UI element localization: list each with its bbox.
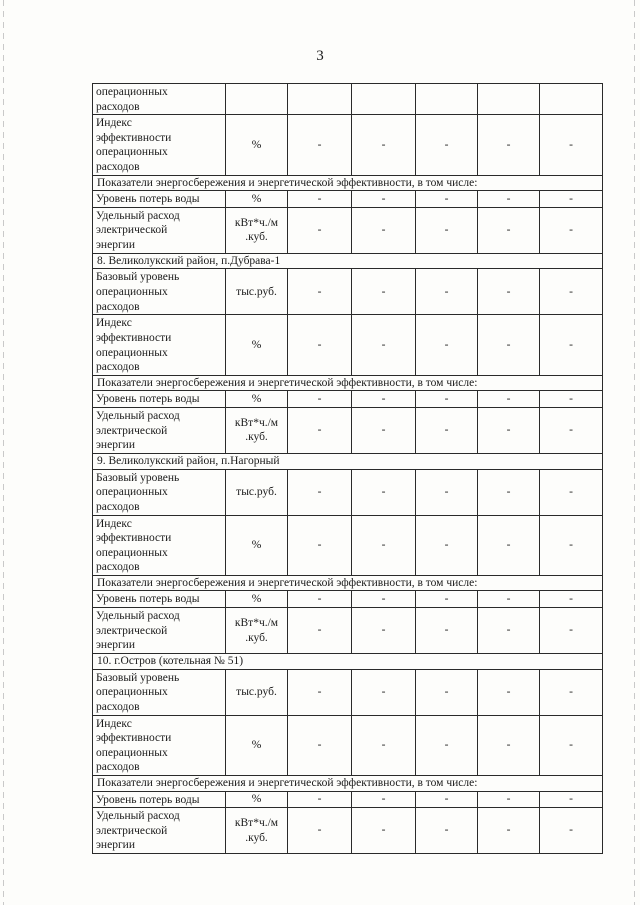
cell-line: эффективности <box>96 331 172 344</box>
section-row <box>93 575 603 591</box>
value-cell: - <box>416 391 478 408</box>
table-row <box>93 207 603 253</box>
table-row <box>93 669 603 715</box>
table-row <box>93 608 603 654</box>
cell-line: расходов <box>96 700 140 713</box>
cell-line: Удельный расход <box>96 810 180 823</box>
indicator-name <box>93 469 226 515</box>
value-cell: - <box>288 808 352 854</box>
section-row <box>93 776 603 792</box>
value-cell: - <box>352 407 416 453</box>
cell-line: кВт*ч./м <box>234 216 279 229</box>
value-cell: - <box>288 608 352 654</box>
value-cell: - <box>288 469 352 515</box>
unit-cell <box>226 407 288 453</box>
cell-line: % <box>251 739 262 752</box>
table-row <box>93 808 603 854</box>
table-row <box>93 269 603 315</box>
cell-line: % <box>251 592 262 605</box>
cell-line: эффективности <box>96 532 172 545</box>
value-cell: - <box>478 407 540 453</box>
value-cell: - <box>352 315 416 375</box>
indicator-name <box>93 207 226 253</box>
section-row <box>93 453 603 469</box>
cell-line: Уровень потерь воды <box>96 593 200 606</box>
value-cell: - <box>540 469 603 515</box>
table-row <box>93 391 603 408</box>
unit-cell <box>226 84 288 115</box>
value-cell: - <box>288 669 352 715</box>
value-cell: - <box>540 669 603 715</box>
value-cell: - <box>416 608 478 654</box>
cell-line: эффективности <box>96 131 172 144</box>
cell-line: Базовый уровень <box>96 271 180 284</box>
unit-cell <box>226 269 288 315</box>
cell-line: кВт*ч./м <box>234 817 279 830</box>
value-cell: - <box>416 591 478 608</box>
cell-line: .куб. <box>245 631 268 644</box>
indicator-name <box>93 591 226 608</box>
value-cell: - <box>288 407 352 453</box>
value-cell: - <box>416 191 478 208</box>
cell-line: Удельный расход <box>96 610 180 623</box>
section-row <box>93 375 603 391</box>
unit-cell <box>226 715 288 775</box>
unit-cell <box>226 591 288 608</box>
cell-line: операционных <box>96 285 168 298</box>
table-row <box>93 515 603 575</box>
section-title: Показатели энергосбережения и энергетической эффективности, в том числе: <box>93 575 603 591</box>
value-cell: - <box>352 669 416 715</box>
table-row <box>93 191 603 208</box>
indicator-name <box>93 191 226 208</box>
cell-line: кВт*ч./м <box>234 616 279 629</box>
cell-line: Индекс <box>96 517 132 530</box>
cell-line: электрической <box>96 424 168 437</box>
value-cell: - <box>478 191 540 208</box>
indicator-name <box>93 269 226 315</box>
value-cell: - <box>478 115 540 175</box>
value-cell: - <box>288 391 352 408</box>
indicators-table <box>92 83 603 854</box>
cell-line: расходов <box>96 561 140 574</box>
cell-line: электрической <box>96 624 168 637</box>
cell-line: Уровень потерь воды <box>96 793 200 806</box>
unit-cell <box>226 608 288 654</box>
value-cell: - <box>540 391 603 408</box>
value-cell: - <box>540 715 603 775</box>
value-cell: - <box>478 591 540 608</box>
value-cell: - <box>540 591 603 608</box>
cell-line: Уровень потерь воды <box>96 393 200 406</box>
table-row <box>93 791 603 808</box>
value-cell: - <box>540 115 603 175</box>
cell-line: Базовый уровень <box>96 471 180 484</box>
value-cell: - <box>478 315 540 375</box>
value-cell: - <box>288 591 352 608</box>
cell-line: Индекс <box>96 117 132 130</box>
unit-cell <box>226 469 288 515</box>
cell-line: тыс.руб. <box>236 685 277 698</box>
indicator-name <box>93 515 226 575</box>
value-cell: - <box>478 608 540 654</box>
value-cell: - <box>416 407 478 453</box>
value-cell: - <box>416 207 478 253</box>
value-cell: - <box>540 608 603 654</box>
indicator-name <box>93 808 226 854</box>
cell-line: расходов <box>96 761 140 774</box>
value-cell <box>478 84 540 115</box>
cell-line: расходов <box>96 100 140 113</box>
cell-line: эффективности <box>96 732 172 745</box>
cell-line: энергии <box>96 639 135 652</box>
value-cell: - <box>352 391 416 408</box>
section-row <box>93 654 603 670</box>
cell-line: Удельный расход <box>96 209 180 222</box>
cell-line: Базовый уровень <box>96 671 180 684</box>
unit-cell <box>226 669 288 715</box>
cell-line: расходов <box>96 160 140 173</box>
table-row <box>93 315 603 375</box>
section-title: 10. г.Остров (котельная № 51) <box>93 654 603 670</box>
page-number: 3 <box>316 48 324 64</box>
value-cell <box>352 84 416 115</box>
section-row <box>93 253 603 269</box>
cell-line: энергии <box>96 439 135 452</box>
value-cell: - <box>540 791 603 808</box>
value-cell: - <box>288 791 352 808</box>
value-cell: - <box>416 469 478 515</box>
value-cell <box>416 84 478 115</box>
cell-line: Удельный расход <box>96 409 180 422</box>
value-cell: - <box>478 715 540 775</box>
value-cell: - <box>540 207 603 253</box>
indicator-name <box>93 315 226 375</box>
indicator-name <box>93 715 226 775</box>
table-body <box>93 84 603 854</box>
cell-line: .куб. <box>245 431 268 444</box>
cell-line: расходов <box>96 500 140 513</box>
value-cell: - <box>478 391 540 408</box>
cell-line: операционных <box>96 686 168 699</box>
table-row <box>93 591 603 608</box>
cell-line: Уровень потерь воды <box>96 193 200 206</box>
value-cell: - <box>352 269 416 315</box>
indicator-name <box>93 791 226 808</box>
cell-line: расходов <box>96 300 140 313</box>
section-title: Показатели энергосбережения и энергетической эффективности, в том числе: <box>93 776 603 792</box>
cell-line: .куб. <box>245 831 268 844</box>
table-row <box>93 115 603 175</box>
value-cell: - <box>416 808 478 854</box>
indicator-name <box>93 84 226 115</box>
value-cell: - <box>540 315 603 375</box>
cell-line: % <box>251 538 262 551</box>
indicator-name <box>93 407 226 453</box>
unit-cell <box>226 791 288 808</box>
unit-cell <box>226 315 288 375</box>
value-cell: - <box>416 715 478 775</box>
unit-cell <box>226 115 288 175</box>
cell-line: .куб. <box>245 231 268 244</box>
section-row <box>93 175 603 191</box>
indicator-name <box>93 115 226 175</box>
value-cell: - <box>416 791 478 808</box>
unit-cell <box>226 191 288 208</box>
value-cell: - <box>416 515 478 575</box>
unit-cell <box>226 207 288 253</box>
value-cell: - <box>288 191 352 208</box>
value-cell: - <box>288 207 352 253</box>
table-row <box>93 84 603 115</box>
unit-cell <box>226 515 288 575</box>
section-title: Показатели энергосбережения и энергетической эффективности, в том числе: <box>93 175 603 191</box>
section-title: 8. Великолукский район, п.Дубрава-1 <box>93 253 603 269</box>
section-title: 9. Великолукский район, п.Нагорный <box>93 453 603 469</box>
value-cell: - <box>288 715 352 775</box>
value-cell: - <box>478 791 540 808</box>
table-row <box>93 407 603 453</box>
cell-line: операционных <box>96 486 168 499</box>
cell-line: % <box>251 793 262 806</box>
cell-line: энергии <box>96 238 135 251</box>
value-cell: - <box>288 515 352 575</box>
value-cell: - <box>288 269 352 315</box>
value-cell: - <box>416 315 478 375</box>
value-cell: - <box>540 191 603 208</box>
value-cell: - <box>540 407 603 453</box>
value-cell: - <box>352 608 416 654</box>
value-cell: - <box>478 207 540 253</box>
cell-line: кВт*ч./м <box>234 416 279 429</box>
value-cell: - <box>478 469 540 515</box>
cell-line: тыс.руб. <box>236 285 277 298</box>
value-cell: - <box>352 515 416 575</box>
value-cell: - <box>540 269 603 315</box>
cell-line: энергии <box>96 839 135 852</box>
cell-line: Индекс <box>96 717 132 730</box>
value-cell: - <box>352 591 416 608</box>
value-cell: - <box>352 791 416 808</box>
cell-line: операционных <box>96 86 168 98</box>
value-cell: - <box>352 808 416 854</box>
value-cell <box>288 84 352 115</box>
cell-line: % <box>251 338 262 351</box>
value-cell: - <box>288 115 352 175</box>
value-cell: - <box>352 469 416 515</box>
value-cell: - <box>352 207 416 253</box>
table-row <box>93 469 603 515</box>
unit-cell <box>226 808 288 854</box>
value-cell: - <box>416 115 478 175</box>
value-cell: - <box>352 191 416 208</box>
indicator-name <box>93 391 226 408</box>
table-row <box>93 715 603 775</box>
cell-line: % <box>251 392 262 405</box>
value-cell: - <box>540 515 603 575</box>
cell-line: % <box>251 192 262 205</box>
value-cell: - <box>288 315 352 375</box>
value-cell: - <box>416 269 478 315</box>
cell-line: электрической <box>96 824 168 837</box>
cell-line: операционных <box>96 146 168 159</box>
value-cell: - <box>478 515 540 575</box>
cell-line: % <box>251 138 262 151</box>
value-cell: - <box>416 669 478 715</box>
indicator-name <box>93 608 226 654</box>
value-cell: - <box>478 269 540 315</box>
cell-line: операционных <box>96 546 168 559</box>
cell-line: Индекс <box>96 317 132 330</box>
value-cell <box>540 84 603 115</box>
value-cell: - <box>478 669 540 715</box>
value-cell: - <box>352 115 416 175</box>
value-cell: - <box>540 808 603 854</box>
unit-cell <box>226 391 288 408</box>
value-cell: - <box>352 715 416 775</box>
indicator-name <box>93 669 226 715</box>
section-title: Показатели энергосбережения и энергетической эффективности, в том числе: <box>93 375 603 391</box>
value-cell: - <box>478 808 540 854</box>
cell-line: расходов <box>96 361 140 374</box>
cell-line: электрической <box>96 224 168 237</box>
cell-line: тыс.руб. <box>236 485 277 498</box>
cell-line: операционных <box>96 746 168 759</box>
cell-line: операционных <box>96 346 168 359</box>
